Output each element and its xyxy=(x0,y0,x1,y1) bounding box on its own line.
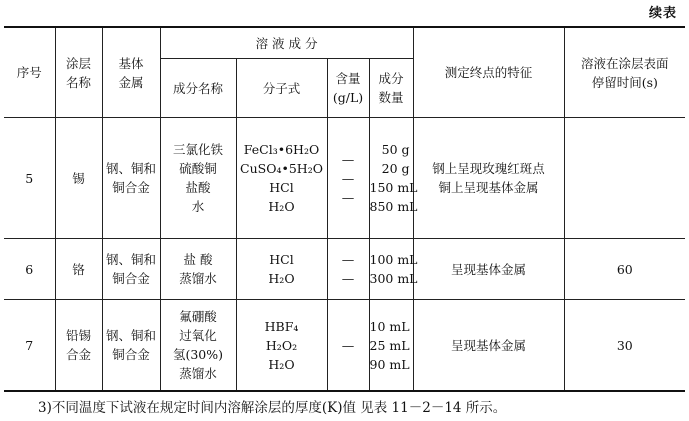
header-comp-name: 成分名称 xyxy=(160,59,236,118)
cell-line: 铜上呈现基体金属 xyxy=(438,180,539,195)
header-coating xyxy=(55,27,102,118)
row-time xyxy=(564,118,685,239)
cell-line: 蒸馏水 xyxy=(179,366,217,381)
header-amount xyxy=(369,59,413,118)
row-time: 60 xyxy=(564,239,685,300)
cell-line: H₂O xyxy=(268,356,295,372)
row-coating xyxy=(55,239,102,300)
text-line: 涂层 xyxy=(65,55,91,71)
cell-line: — xyxy=(341,252,355,267)
table-row xyxy=(4,118,685,239)
text-line: 金属 xyxy=(118,74,144,90)
cell-line: 盐 酸 xyxy=(183,252,213,267)
cell-line: 氢(30%) xyxy=(172,347,224,362)
cell-line: CuSO₄•5H₂O xyxy=(240,161,323,176)
row-no: 6 xyxy=(4,239,55,300)
row-endpoint xyxy=(413,118,564,239)
cell-line: 氟硼酸 xyxy=(179,309,217,324)
text-line: 钢、铜和 xyxy=(105,161,156,176)
header-content xyxy=(327,59,369,118)
table-row xyxy=(4,300,685,392)
cell-line: 20 g xyxy=(381,161,410,176)
cell-line: H₂O xyxy=(268,199,295,214)
row-amounts xyxy=(369,300,413,392)
cell-line: HCl xyxy=(269,252,294,267)
cell-line: HCl xyxy=(269,180,294,195)
text-line: 铬 xyxy=(72,261,85,277)
row-formulas xyxy=(236,300,327,392)
cell-line: 蒸馏水 xyxy=(179,271,217,286)
footnote-text: 3)不同温度下试液在规定时间内溶解涂层的厚度(K)值 见表 11－2－14 所示。 xyxy=(38,400,507,416)
text-line: 合金 xyxy=(65,347,91,362)
cell-line: 硫酸铜 xyxy=(179,161,217,176)
row-amounts xyxy=(369,118,418,239)
continued-label: 续表 xyxy=(648,6,677,21)
cell-line: — xyxy=(341,189,355,205)
row-content xyxy=(327,118,369,239)
row-coating xyxy=(55,118,102,239)
cell-line: 过氧化 xyxy=(179,328,217,343)
text-line: 数量 xyxy=(378,90,404,105)
header-endpoint: 测定终点的特征 xyxy=(413,27,564,118)
row-no: 5 xyxy=(4,118,55,239)
cell-line: 90 mL xyxy=(369,356,410,372)
cell-line: 100 mL xyxy=(369,252,418,267)
cell-line: — xyxy=(341,170,355,186)
text-line: 铜合金 xyxy=(112,271,150,286)
cell-line: 50 g xyxy=(381,142,410,157)
text-line: 钢、铜和 xyxy=(105,252,156,267)
cell-line: 钢上呈现玫瑰红斑点 xyxy=(432,161,545,176)
cell-line: 盐酸 xyxy=(185,180,211,195)
row-coating xyxy=(55,300,102,392)
cell-line: 300 mL xyxy=(369,271,418,286)
row-no: 7 xyxy=(4,300,55,392)
text-line: 铜合金 xyxy=(112,180,150,195)
row-content xyxy=(327,300,369,392)
cell-line: 水 xyxy=(191,199,205,214)
text-line: 成分 xyxy=(378,71,404,86)
text-line: 含量 xyxy=(335,71,361,86)
row-formulas xyxy=(236,118,327,239)
cell-line: 呈现基体金属 xyxy=(451,261,527,277)
row-comp-names xyxy=(160,239,236,300)
row-time: 30 xyxy=(564,300,685,392)
text-line: 锡 xyxy=(72,170,85,186)
row-formulas xyxy=(236,239,327,300)
cell-line: H₂O xyxy=(268,271,295,286)
cell-line: H₂O₂ xyxy=(265,337,298,353)
row-comp-names xyxy=(160,300,236,392)
cell-line: 呈现基体金属 xyxy=(451,337,527,353)
row-amounts xyxy=(369,239,418,300)
table-row xyxy=(4,239,685,300)
coating-thickness-table xyxy=(4,26,685,392)
row-content xyxy=(327,239,369,300)
row-base xyxy=(102,239,160,300)
cell-line: HBF₄ xyxy=(264,318,299,334)
header-formula: 分子式 xyxy=(236,59,327,118)
text-line: 名称 xyxy=(65,74,91,90)
header-no: 序号 xyxy=(4,27,55,118)
text-line: (g/L) xyxy=(332,90,364,105)
cell-line: 150 mL xyxy=(369,180,418,195)
text-line: 停留时间(s) xyxy=(591,74,658,90)
header-time xyxy=(564,27,685,118)
text-line: 溶液在涂层表面 xyxy=(581,55,669,71)
header-solution: 溶 液 成 分 xyxy=(160,27,413,59)
cell-line: — xyxy=(341,337,355,353)
header-base xyxy=(102,27,160,118)
cell-line: — xyxy=(341,271,355,286)
row-base xyxy=(102,118,160,239)
text-line: 基体 xyxy=(118,55,144,71)
text-line: 钢、铜和 xyxy=(105,328,156,343)
row-base xyxy=(102,300,160,392)
text-line: 铅锡 xyxy=(65,328,91,343)
text-line: 铜合金 xyxy=(112,347,150,362)
row-endpoint xyxy=(413,300,564,392)
cell-line: — xyxy=(341,151,355,167)
row-endpoint xyxy=(413,239,564,300)
cell-line: 三氯化铁 xyxy=(172,142,223,157)
cell-line: 10 mL xyxy=(369,318,410,334)
cell-line: 25 mL xyxy=(369,337,410,353)
cell-line: 850 mL xyxy=(369,199,418,214)
cell-line: FeCl₃•6H₂O xyxy=(243,142,320,157)
row-comp-names xyxy=(160,118,236,239)
